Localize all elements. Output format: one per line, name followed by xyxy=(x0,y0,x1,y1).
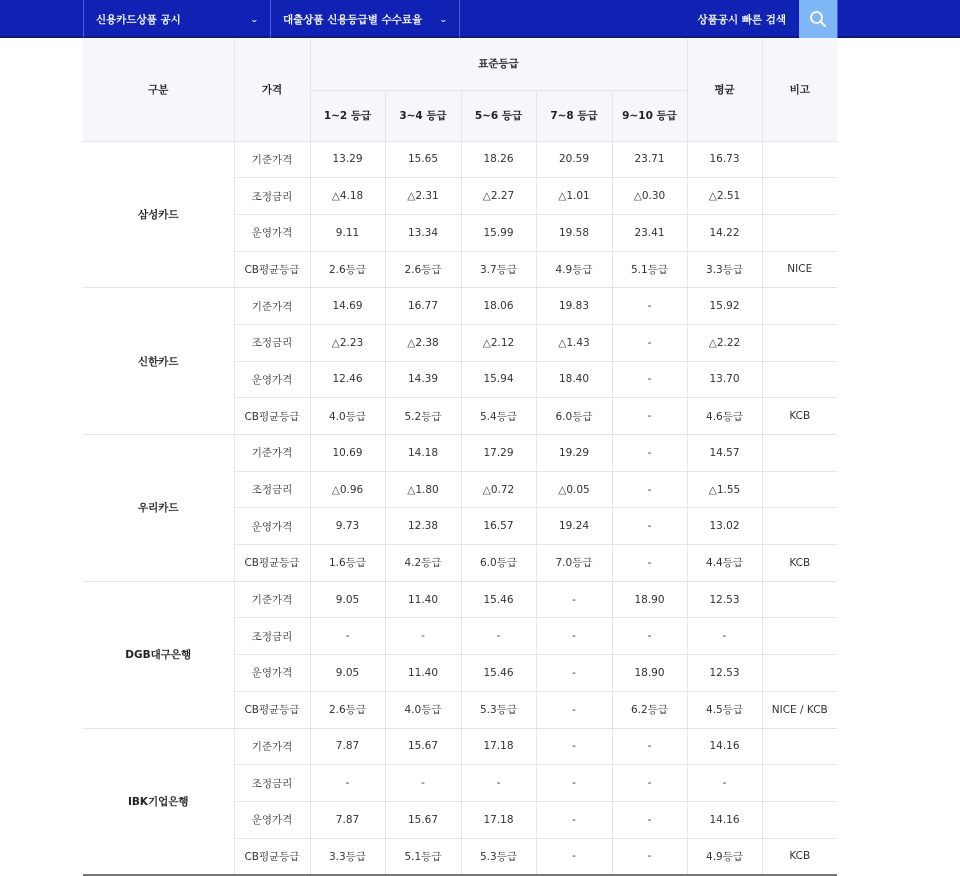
grade-value-cell: - xyxy=(612,838,687,875)
search-icon xyxy=(809,10,827,28)
grade-value-cell: △0.30 xyxy=(612,178,687,215)
row-label: 조정금리 xyxy=(234,765,310,802)
remarks-cell: NICE / KCB xyxy=(762,691,837,728)
grade-value-cell: 15.46 xyxy=(461,655,536,692)
row-label: 기준가격 xyxy=(234,141,310,178)
average-cell: 4.6등급 xyxy=(687,398,762,435)
nav-divider xyxy=(837,0,838,38)
grade-value-cell: △2.23 xyxy=(310,324,385,361)
remarks-cell xyxy=(762,214,837,251)
grade-value-cell: 14.18 xyxy=(385,435,461,472)
grade-value-cell: 19.58 xyxy=(536,214,612,251)
quick-search-label: 상품공시 빠른 검색 xyxy=(697,13,786,26)
grade-value-cell: 2.6등급 xyxy=(310,251,385,288)
loan-fee-rate-dropdown[interactable] xyxy=(271,0,459,38)
table-row xyxy=(83,728,837,765)
row-label: CB평균등급 xyxy=(234,545,310,582)
grade-value-cell: - xyxy=(536,691,612,728)
remarks-cell xyxy=(762,324,837,361)
remarks-cell xyxy=(762,435,837,472)
average-cell: △1.55 xyxy=(687,471,762,508)
average-cell: - xyxy=(687,765,762,802)
average-cell: 13.70 xyxy=(687,361,762,398)
remarks-cell xyxy=(762,801,837,838)
row-label: 기준가격 xyxy=(234,728,310,765)
average-cell: 12.53 xyxy=(687,581,762,618)
grade-value-cell: - xyxy=(536,655,612,692)
average-cell: 4.5등급 xyxy=(687,691,762,728)
average-cell: 4.4등급 xyxy=(687,545,762,582)
remarks-cell xyxy=(762,471,837,508)
grade-value-cell: 4.0등급 xyxy=(310,398,385,435)
grade-value-cell: △4.18 xyxy=(310,178,385,215)
row-label: CB평균등급 xyxy=(234,838,310,875)
row-label: 운영가격 xyxy=(234,655,310,692)
grade-value-cell: 23.41 xyxy=(612,214,687,251)
grade-value-cell: 18.90 xyxy=(612,581,687,618)
grade-value-cell: △0.96 xyxy=(310,471,385,508)
average-cell: - xyxy=(687,618,762,655)
row-label: 운영가격 xyxy=(234,361,310,398)
chevron-down-icon: ⌄ xyxy=(250,14,260,24)
table-body xyxy=(83,141,837,875)
header-grade-9-10: 9~10 등급 xyxy=(612,90,687,141)
grade-value-cell: 11.40 xyxy=(385,655,461,692)
grade-value-cell: - xyxy=(536,728,612,765)
grade-value-cell: 7.87 xyxy=(310,728,385,765)
grade-value-cell: △2.12 xyxy=(461,324,536,361)
average-cell: 12.53 xyxy=(687,655,762,692)
grade-value-cell: - xyxy=(612,361,687,398)
grade-value-cell: 13.34 xyxy=(385,214,461,251)
grade-value-cell: 9.73 xyxy=(310,508,385,545)
dropdown-label: 신용카드상품 공시 xyxy=(96,13,181,26)
remarks-cell xyxy=(762,765,837,802)
grade-value-cell: 6.0등급 xyxy=(461,545,536,582)
grade-value-cell: △0.05 xyxy=(536,471,612,508)
grade-value-cell: 6.2등급 xyxy=(612,691,687,728)
grade-value-cell: - xyxy=(310,765,385,802)
grade-value-cell: 16.77 xyxy=(385,288,461,325)
grade-value-cell: 17.29 xyxy=(461,435,536,472)
remarks-cell xyxy=(762,655,837,692)
grade-value-cell: △2.31 xyxy=(385,178,461,215)
grade-value-cell: 5.1등급 xyxy=(385,838,461,875)
average-cell: 14.57 xyxy=(687,435,762,472)
grade-value-cell: △1.43 xyxy=(536,324,612,361)
dropdown-label: 대출상품 신용등급별 수수료율 xyxy=(283,13,423,26)
grade-value-cell: - xyxy=(612,398,687,435)
grade-value-cell: 14.39 xyxy=(385,361,461,398)
remarks-cell xyxy=(762,288,837,325)
grade-value-cell: 13.29 xyxy=(310,141,385,178)
grade-value-cell: 20.59 xyxy=(536,141,612,178)
grade-value-cell: 19.24 xyxy=(536,508,612,545)
header-grade-7-8: 7~8 등급 xyxy=(536,90,612,141)
grade-value-cell: - xyxy=(536,618,612,655)
grade-value-cell: 10.69 xyxy=(310,435,385,472)
remarks-cell xyxy=(762,618,837,655)
remarks-cell xyxy=(762,178,837,215)
grade-value-cell: 18.40 xyxy=(536,361,612,398)
header-average: 평균 xyxy=(687,38,762,141)
grade-value-cell: - xyxy=(612,471,687,508)
grade-value-cell: 12.46 xyxy=(310,361,385,398)
grade-value-cell: 18.26 xyxy=(461,141,536,178)
grade-value-cell: 19.83 xyxy=(536,288,612,325)
grade-value-cell: - xyxy=(612,324,687,361)
grade-value-cell: 19.29 xyxy=(536,435,612,472)
bank-name: 삼성카드 xyxy=(83,141,234,288)
grade-value-cell: - xyxy=(385,765,461,802)
bank-name: DGB대구은행 xyxy=(83,581,234,728)
grade-value-cell: 18.90 xyxy=(612,655,687,692)
grade-value-cell: - xyxy=(536,765,612,802)
grade-value-cell: 17.18 xyxy=(461,728,536,765)
average-cell: 14.16 xyxy=(687,801,762,838)
remarks-cell: KCB xyxy=(762,838,837,875)
grade-value-cell: 5.3등급 xyxy=(461,838,536,875)
average-cell: 14.16 xyxy=(687,728,762,765)
grade-value-cell: 23.71 xyxy=(612,141,687,178)
grade-value-cell: - xyxy=(385,618,461,655)
grade-value-cell: 5.3등급 xyxy=(461,691,536,728)
row-label: 조정금리 xyxy=(234,324,310,361)
grade-value-cell: 16.57 xyxy=(461,508,536,545)
grade-value-cell: 5.1등급 xyxy=(612,251,687,288)
average-cell: 4.9등급 xyxy=(687,838,762,875)
grade-value-cell: 15.67 xyxy=(385,801,461,838)
header-standard-grade: 표준등급 xyxy=(310,38,687,90)
grade-value-cell: 15.67 xyxy=(385,728,461,765)
row-label: CB평균등급 xyxy=(234,398,310,435)
grade-value-cell: - xyxy=(612,618,687,655)
grade-value-cell: 15.46 xyxy=(461,581,536,618)
header-remarks: 비고 xyxy=(762,38,837,141)
grade-value-cell: 7.0등급 xyxy=(536,545,612,582)
grade-value-cell: - xyxy=(461,618,536,655)
grade-value-cell: - xyxy=(612,765,687,802)
row-label: 기준가격 xyxy=(234,435,310,472)
grade-value-cell: 9.05 xyxy=(310,655,385,692)
bank-name: IBK기업은행 xyxy=(83,728,234,875)
header-grade-3-4: 3~4 등급 xyxy=(385,90,461,141)
grade-value-cell: △1.80 xyxy=(385,471,461,508)
header-grade-5-6: 5~6 등급 xyxy=(461,90,536,141)
grade-value-cell: 4.2등급 xyxy=(385,545,461,582)
grade-value-cell: 11.40 xyxy=(385,581,461,618)
remarks-cell: KCB xyxy=(762,398,837,435)
row-label: 운영가격 xyxy=(234,801,310,838)
grade-value-cell: 12.38 xyxy=(385,508,461,545)
loan-rate-table xyxy=(83,38,837,876)
grade-value-cell: 3.3등급 xyxy=(310,838,385,875)
bank-name: 신한카드 xyxy=(83,288,234,435)
grade-value-cell: 1.6등급 xyxy=(310,545,385,582)
quick-search-link[interactable] xyxy=(680,0,798,38)
grade-value-cell: 5.4등급 xyxy=(461,398,536,435)
grade-value-cell: - xyxy=(536,838,612,875)
grade-value-cell: 7.87 xyxy=(310,801,385,838)
grade-value-cell: - xyxy=(536,581,612,618)
average-cell: 14.22 xyxy=(687,214,762,251)
nav-divider xyxy=(459,0,460,38)
row-label: 운영가격 xyxy=(234,508,310,545)
grade-value-cell: - xyxy=(612,545,687,582)
chevron-down-icon: ⌄ xyxy=(439,14,449,24)
row-label: 기준가격 xyxy=(234,288,310,325)
row-label: 기준가격 xyxy=(234,581,310,618)
table-row xyxy=(83,141,837,178)
table-row xyxy=(83,581,837,618)
grade-value-cell: △1.01 xyxy=(536,178,612,215)
row-label: 조정금리 xyxy=(234,178,310,215)
credit-card-disclosure-dropdown[interactable] xyxy=(84,0,270,38)
grade-value-cell: △2.27 xyxy=(461,178,536,215)
remarks-cell: NICE xyxy=(762,251,837,288)
table-row xyxy=(83,435,837,472)
grade-value-cell: - xyxy=(612,801,687,838)
remarks-cell xyxy=(762,508,837,545)
average-cell: 16.73 xyxy=(687,141,762,178)
grade-value-cell: 6.0등급 xyxy=(536,398,612,435)
average-cell: 15.92 xyxy=(687,288,762,325)
grade-value-cell: 15.65 xyxy=(385,141,461,178)
grade-value-cell: 2.6등급 xyxy=(310,691,385,728)
grade-value-cell: - xyxy=(612,288,687,325)
grade-value-cell: 2.6등급 xyxy=(385,251,461,288)
grade-value-cell: 4.0등급 xyxy=(385,691,461,728)
grade-value-cell: △2.38 xyxy=(385,324,461,361)
grade-value-cell: 14.69 xyxy=(310,288,385,325)
header-category: 구분 xyxy=(83,38,234,141)
row-label: 조정금리 xyxy=(234,618,310,655)
bank-name: 우리카드 xyxy=(83,435,234,582)
table-row xyxy=(83,288,837,325)
grade-value-cell: - xyxy=(612,435,687,472)
average-cell: 3.3등급 xyxy=(687,251,762,288)
average-cell: 13.02 xyxy=(687,508,762,545)
top-navigation-bar xyxy=(0,0,960,38)
grade-value-cell: 15.99 xyxy=(461,214,536,251)
search-button[interactable] xyxy=(799,0,837,38)
grade-value-cell: 17.18 xyxy=(461,801,536,838)
average-cell: △2.51 xyxy=(687,178,762,215)
row-label: CB평균등급 xyxy=(234,691,310,728)
remarks-cell xyxy=(762,581,837,618)
average-cell: △2.22 xyxy=(687,324,762,361)
grade-value-cell: - xyxy=(612,508,687,545)
remarks-cell: KCB xyxy=(762,545,837,582)
grade-value-cell: 3.7등급 xyxy=(461,251,536,288)
row-label: 운영가격 xyxy=(234,214,310,251)
grade-value-cell: 18.06 xyxy=(461,288,536,325)
grade-value-cell: 4.9등급 xyxy=(536,251,612,288)
header-grade-1-2: 1~2 등급 xyxy=(310,90,385,141)
row-label: CB평균등급 xyxy=(234,251,310,288)
grade-value-cell: 5.2등급 xyxy=(385,398,461,435)
remarks-cell xyxy=(762,141,837,178)
header-price: 가격 xyxy=(234,38,310,141)
grade-value-cell: △0.72 xyxy=(461,471,536,508)
grade-value-cell: - xyxy=(461,765,536,802)
remarks-cell xyxy=(762,361,837,398)
grade-value-cell: - xyxy=(536,801,612,838)
grade-value-cell: 9.11 xyxy=(310,214,385,251)
grade-value-cell: - xyxy=(612,728,687,765)
grade-value-cell: - xyxy=(310,618,385,655)
remarks-cell xyxy=(762,728,837,765)
row-label: 조정금리 xyxy=(234,471,310,508)
grade-value-cell: 15.94 xyxy=(461,361,536,398)
grade-value-cell: 9.05 xyxy=(310,581,385,618)
